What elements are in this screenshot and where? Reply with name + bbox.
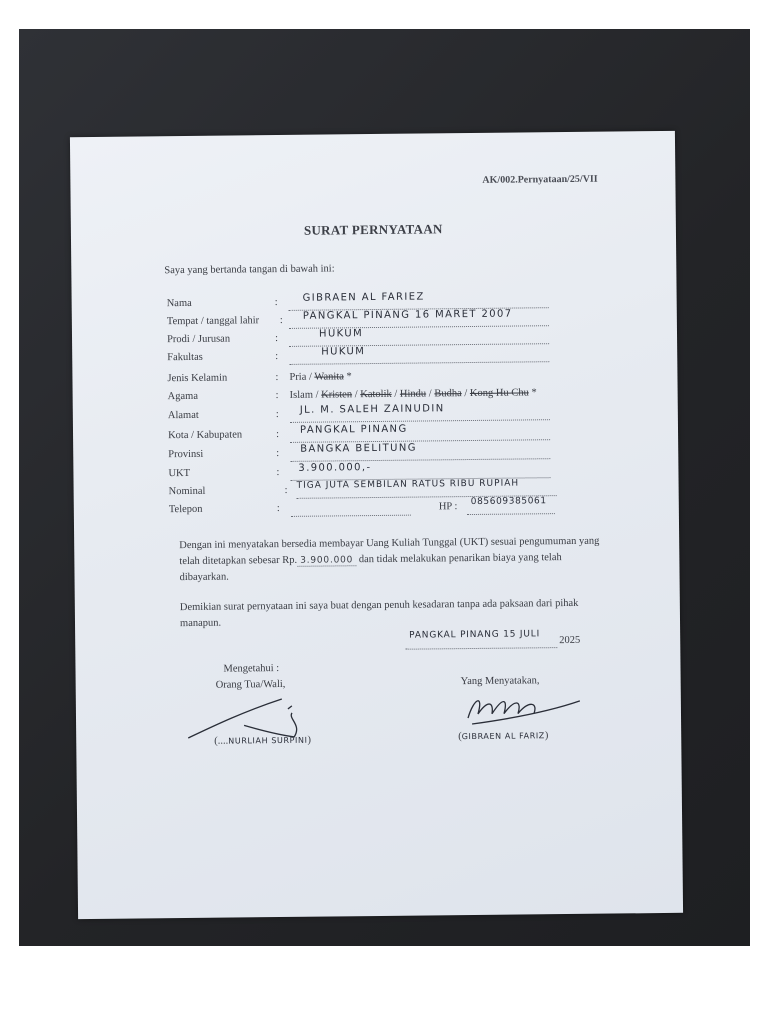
field-fakultas: Fakultas : HUKUM bbox=[167, 348, 607, 369]
statement-paragraph: Dengan ini menyatakan bersedia membayar Uang Kuliah Tunggal (UKT) sesuai pengumuman yang telah ditetapkan sebesar Rp. 3.900.000 dan tidak melakukan penarikan biaya yang telah dibayarkan. bbox=[179, 535, 600, 584]
field-label: Prodi / Jurusan bbox=[166, 333, 231, 346]
field-prodi: Prodi / Jurusan : HUKUM bbox=[167, 330, 607, 351]
declarant-label: Yang Menyatakan, bbox=[460, 675, 540, 688]
field-value: HUKUM bbox=[318, 328, 364, 340]
field-telepon: Telepon : HP : 085609385061 bbox=[169, 500, 609, 521]
field-label: Fakultas bbox=[167, 351, 203, 364]
hp-value: 085609385061 bbox=[470, 496, 547, 508]
declarant-name: (GIBRAEN AL FARIZ) bbox=[458, 730, 549, 743]
field-label: Jenis Kelamin bbox=[167, 372, 228, 385]
field-provinsi: Provinsi : BANGKA BELITUNG bbox=[168, 445, 608, 466]
field-label: Provinsi bbox=[168, 448, 204, 461]
field-label: Agama bbox=[167, 390, 199, 403]
field-value: PANGKAL PINANG bbox=[299, 423, 408, 436]
field-label: Nominal bbox=[168, 485, 206, 498]
field-kota-kabupaten: Kota / Kabupaten : PANGKAL PINANG bbox=[168, 426, 608, 447]
field-agama: Agama : Islam / Kristen / Katolik / Hindu / Budha / Kong Hu Chu * bbox=[167, 387, 537, 403]
intro-text: Saya yang bertanda tangan di bawah ini: bbox=[164, 263, 335, 277]
place-date bbox=[405, 629, 585, 647]
field-nama: Nama : GIBRAEN AL FARIEZ bbox=[167, 294, 607, 315]
field-ukt: UKT : 3.900.000,- bbox=[168, 464, 608, 485]
hp-field: HP : 085609385061 bbox=[439, 501, 458, 512]
statement-letter bbox=[70, 131, 683, 919]
place-date-value: PANGKAL PINANG 15 JULI bbox=[409, 629, 541, 641]
field-label: Alamat bbox=[167, 409, 199, 422]
field-label: Kota / Kabupaten bbox=[167, 429, 243, 442]
religion-options: Islam / Kristen / Katolik / Hindu / Budha / Kong Hu Chu * bbox=[289, 387, 537, 401]
declarant-signature bbox=[464, 687, 584, 728]
field-value: HUKUM bbox=[321, 346, 366, 358]
field-value: TIGA JUTA SEMBILAN RATUS RIBU RUPIAH bbox=[296, 478, 520, 491]
field-label: UKT bbox=[168, 467, 191, 480]
field-value: 3.900.000,- bbox=[298, 462, 372, 474]
guardian-label: Orang Tua/Wali, bbox=[215, 678, 286, 691]
acknowledged-label: Mengetahui : bbox=[223, 663, 280, 675]
guardian-name: (....NURLIAH SURPINI) bbox=[214, 734, 312, 747]
field-nominal: Nominal : TIGA JUTA SEMBILAN RATUS RIBU RUPIAH bbox=[169, 482, 609, 503]
field-label: Telepon bbox=[168, 503, 203, 516]
year: 2025 bbox=[559, 634, 581, 647]
amount-value: 3.900.000 bbox=[297, 555, 356, 567]
field-label: Tempat / tanggal lahir bbox=[166, 315, 260, 328]
field-alamat: Alamat : JL. M. SALEH ZAINUDIN bbox=[168, 406, 608, 427]
photo-background bbox=[19, 29, 750, 946]
document-code: AK/002.Pernyataan/25/VII bbox=[482, 173, 598, 186]
field-jenis-kelamin: Jenis Kelamin : Pria / Wanita * bbox=[167, 371, 352, 385]
closing-paragraph: Demikian surat pernyataan ini saya buat dengan penuh kesadaran tanpa ada paksaan dari pihak manapun. bbox=[179, 597, 579, 630]
field-value: PANGKAL PINANG 16 MARET 2007 bbox=[302, 308, 513, 322]
field-label: Nama bbox=[166, 297, 192, 310]
field-value: BANGKA BELITUNG bbox=[300, 442, 417, 455]
gender-options: Pria / Wanita * bbox=[289, 371, 352, 383]
field-tempat-tanggal-lahir: Tempat / tanggal lahir : PANGKAL PINANG 16 MARET 2007 bbox=[167, 312, 607, 333]
document-title: SURAT PERNYATAAN bbox=[303, 221, 443, 238]
field-value: GIBRAEN AL FARIEZ bbox=[302, 291, 425, 304]
field-value: JL. M. SALEH ZAINUDIN bbox=[299, 403, 445, 416]
